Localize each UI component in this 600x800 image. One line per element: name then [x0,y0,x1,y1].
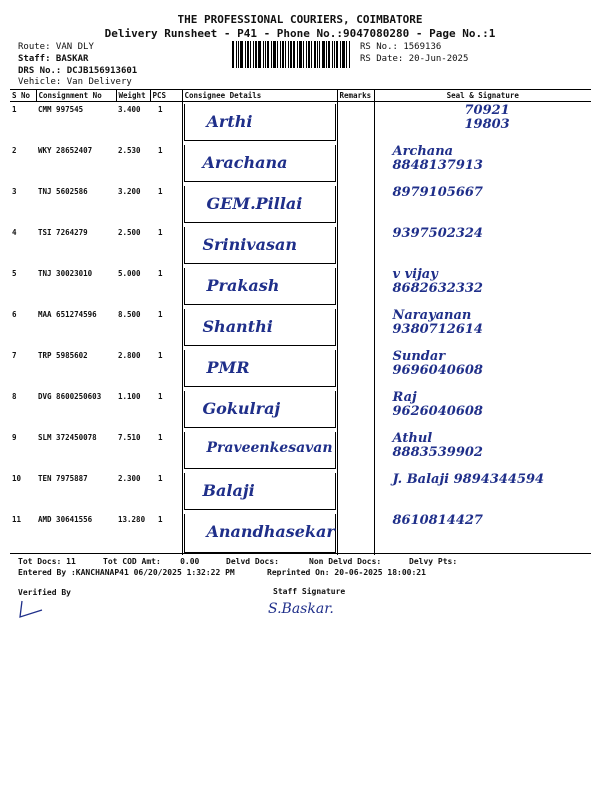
consignee-name: Arthi [206,112,253,131]
cell-weight: 5.000 [118,269,141,278]
barcode-bar [326,41,327,68]
cell-sno: 6 [12,310,17,319]
consignee-name: PMR [206,358,250,377]
footer-divider [10,553,591,554]
cell-sno: 5 [12,269,17,278]
barcode-bar [265,41,266,68]
consignee-name: Srinivasan [202,235,297,254]
cell-seal-signature [374,225,591,266]
cell-weight: 2.800 [118,351,141,360]
barcode-bar [236,41,237,68]
cell-sno: 1 [12,105,17,114]
cell-weight: 3.200 [118,187,141,196]
staff-signature-label: Staff Signature [273,587,346,596]
barcode-bar [334,41,335,68]
staff-label: Staff: BASKAR [18,54,89,64]
cell-consignee [182,389,337,430]
barcode-bar [328,41,330,68]
barcode-bar [273,41,276,68]
cell-remarks [337,512,374,555]
table-row [10,266,591,307]
header-weight: Weight [116,90,150,102]
table-row [10,348,591,389]
cell-consignment-no: TSI 7264279 [38,228,88,237]
barcode-bar [271,41,272,68]
cell-pcs: 1 [158,351,163,360]
barcode-bar [290,41,292,68]
barcode-bar [280,41,281,68]
cell-pcs: 1 [158,187,163,196]
recipient-signature: Athul 8883539902 [392,431,483,460]
barcode-bar [336,41,338,68]
cell-seal-signature [374,430,591,471]
verified-signature-mark [16,598,46,620]
cell-consignee [182,430,337,471]
cell-weight: 7.510 [118,433,141,442]
header-remarks: Remarks [337,90,374,102]
barcode-bar [285,41,286,68]
cell-seal-signature [374,512,591,555]
cell-sno: 2 [12,146,17,155]
barcode-bar [288,41,289,68]
cell-sno: 7 [12,351,17,360]
reprinted-on: Reprinted On: 20-06-2025 18:00:21 [267,568,426,577]
cell-remarks [337,266,374,307]
barcode-bar [238,41,239,68]
barcode-bar [303,41,304,68]
cell-consignment-no: MAA 651274596 [38,310,97,319]
consignee-name: Prakash [206,276,280,295]
cell-pcs: 1 [158,105,163,114]
barcode-bar [340,41,341,68]
cell-consignee [182,225,337,266]
table-header-row [10,90,591,102]
cell-weight: 8.500 [118,310,141,319]
cell-consignment-no: TNJ 30023010 [38,269,93,278]
cell-remarks [337,389,374,430]
table-row [10,225,591,266]
recipient-signature: Archana 8848137913 [392,144,483,173]
barcode-bar [247,41,249,68]
cell-consignee [182,512,337,555]
barcode-bar [263,41,264,68]
cell-remarks [337,225,374,266]
rs-number: RS No.: 1569136 [360,42,442,52]
cell-remarks [337,102,374,144]
barcode-bar [311,41,312,68]
barcode-bar [342,41,345,68]
cell-consignee [182,471,337,512]
barcode-bar [293,41,295,68]
cell-consignee [182,184,337,225]
cell-pcs: 1 [158,146,163,155]
vehicle-label: Vehicle: Van Delivery [18,77,132,87]
cell-remarks [337,430,374,471]
route-label: Route: VAN DLY [18,42,94,52]
barcode-image [232,41,354,68]
barcode-bar [245,41,246,68]
table-row [10,512,591,555]
recipient-signature: Sundar 9696040608 [392,349,483,378]
barcode-bar [317,41,318,68]
cell-consignee [182,102,337,144]
cell-sno: 11 [12,515,22,524]
table-row [10,307,591,348]
table-row [10,184,591,225]
cell-consignee [182,307,337,348]
barcode-bar [346,41,347,68]
cell-seal-signature [374,307,591,348]
consignee-name: Anandhasekar [206,522,335,541]
delivered-docs: Delvd Docs: [226,557,279,566]
recipient-signature: v vijay 8682632332 [392,267,483,296]
cell-remarks [337,143,374,184]
cell-pcs: 1 [158,392,163,401]
cell-sno: 3 [12,187,17,196]
cell-remarks [337,348,374,389]
cell-consignee [182,348,337,389]
cell-seal-signature [374,348,591,389]
cell-consignee [182,143,337,184]
barcode-bar [349,41,350,68]
recipient-signature: J. Balaji 9894344594 [392,472,545,487]
cell-seal-signature [374,102,591,144]
non-delivered-docs: Non Delvd Docs: [309,557,382,566]
barcode-bar [258,41,261,68]
header-seal: Seal & Signature [374,90,591,102]
cell-weight: 1.100 [118,392,141,401]
barcode-bar [282,41,284,68]
cell-sno: 10 [12,474,22,483]
cell-weight: 2.300 [118,474,141,483]
barcode-bar [297,41,298,68]
cell-consignee [182,266,337,307]
recipient-signature: Narayanan 9380712614 [392,308,483,337]
cell-consignment-no: WKY 28652407 [38,146,93,155]
table-row [10,389,591,430]
barcode-bar [250,41,251,68]
consignee-name: Arachana [202,153,288,172]
consignee-name: Gokulraj [202,399,281,418]
barcode-bar [255,41,257,68]
cell-weight: 2.530 [118,146,141,155]
total-cod-amount: Tot COD Amt: 0.00 [103,557,200,566]
barcode-bar [319,41,320,68]
cell-weight: 3.400 [118,105,141,114]
cell-consignment-no: DVG 8600250603 [38,392,102,401]
barcode-bar [267,41,269,68]
cell-weight: 2.500 [118,228,141,237]
cell-consignment-no: SLM 372450078 [38,433,97,442]
consignee-name: GEM.Pillai [206,194,303,213]
barcode-bar [332,41,333,68]
consignee-name: Balaji [202,481,255,500]
cell-remarks [337,307,374,348]
runsheet-table [10,89,591,555]
barcode-bar [240,41,243,68]
cell-consignment-no: TRP 5985602 [38,351,88,360]
cell-consignment-no: AMD 30641556 [38,515,93,524]
entered-by: Entered By :KANCHANAP41 06/20/2025 1:32:22 PM [18,568,235,577]
header-consignee: Consignee Details [182,90,337,102]
verified-by-label: Verified By [18,588,71,597]
barcode-bar [306,41,307,68]
cell-seal-signature [374,266,591,307]
runsheet-subtitle: Delivery Runsheet - P41 - Phone No.:9047080280 - Page No.:1 [104,27,496,40]
recipient-signature: 8979105667 [392,185,483,200]
barcode-bar [277,41,278,68]
cell-remarks [337,471,374,512]
total-docs: Tot Docs: 11 [18,557,76,566]
table-row [10,143,591,184]
cell-sno: 4 [12,228,17,237]
recipient-signature: 9397502324 [392,226,483,241]
cell-remarks [337,184,374,225]
barcode-bar [299,41,302,68]
barcode-bar [232,41,234,68]
barcode-bar [308,41,310,68]
cell-consignment-no: TEN 7975887 [38,474,88,483]
recipient-signature: 70921 19803 [464,103,510,132]
cell-pcs: 1 [158,310,163,319]
table-row [10,430,591,471]
recipient-signature: Raj 9626040608 [392,390,483,419]
cell-seal-signature [374,389,591,430]
cell-weight: 13.280 [118,515,146,524]
staff-signature: S.Baskar. [268,601,334,617]
drs-number: DRS No.: DCJB156913601 [18,66,138,76]
cell-pcs: 1 [158,515,163,524]
cell-consignment-no: TNJ 5602586 [38,187,88,196]
barcode-bar [314,41,316,68]
cell-seal-signature [374,471,591,512]
cell-pcs: 1 [158,228,163,237]
cell-consignment-no: CMM 997545 [38,105,84,114]
cell-seal-signature [374,184,591,225]
consignee-name: Praveenkesavan [206,440,333,456]
rs-date: RS Date: 20-Jun-2025 [360,54,469,64]
cell-pcs: 1 [158,433,163,442]
header-consignment: Consignment No [36,90,116,102]
runsheet-title: THE PROFESSIONAL COURIERS, COIMBATORE [177,13,423,26]
cell-seal-signature [374,143,591,184]
barcode-bar [253,41,254,68]
consignee-name: Shanthi [202,317,273,336]
cell-pcs: 1 [158,474,163,483]
cell-sno: 9 [12,433,17,442]
barcode-bar [322,41,325,68]
recipient-signature: 8610814427 [392,513,483,528]
cell-sno: 8 [12,392,17,401]
table-row [10,471,591,512]
delivery-points: Delvy Pts: [409,557,458,566]
header-sno: S No [10,90,36,102]
table-row [10,102,591,144]
header-pcs: PCS [150,90,182,102]
cell-pcs: 1 [158,269,163,278]
